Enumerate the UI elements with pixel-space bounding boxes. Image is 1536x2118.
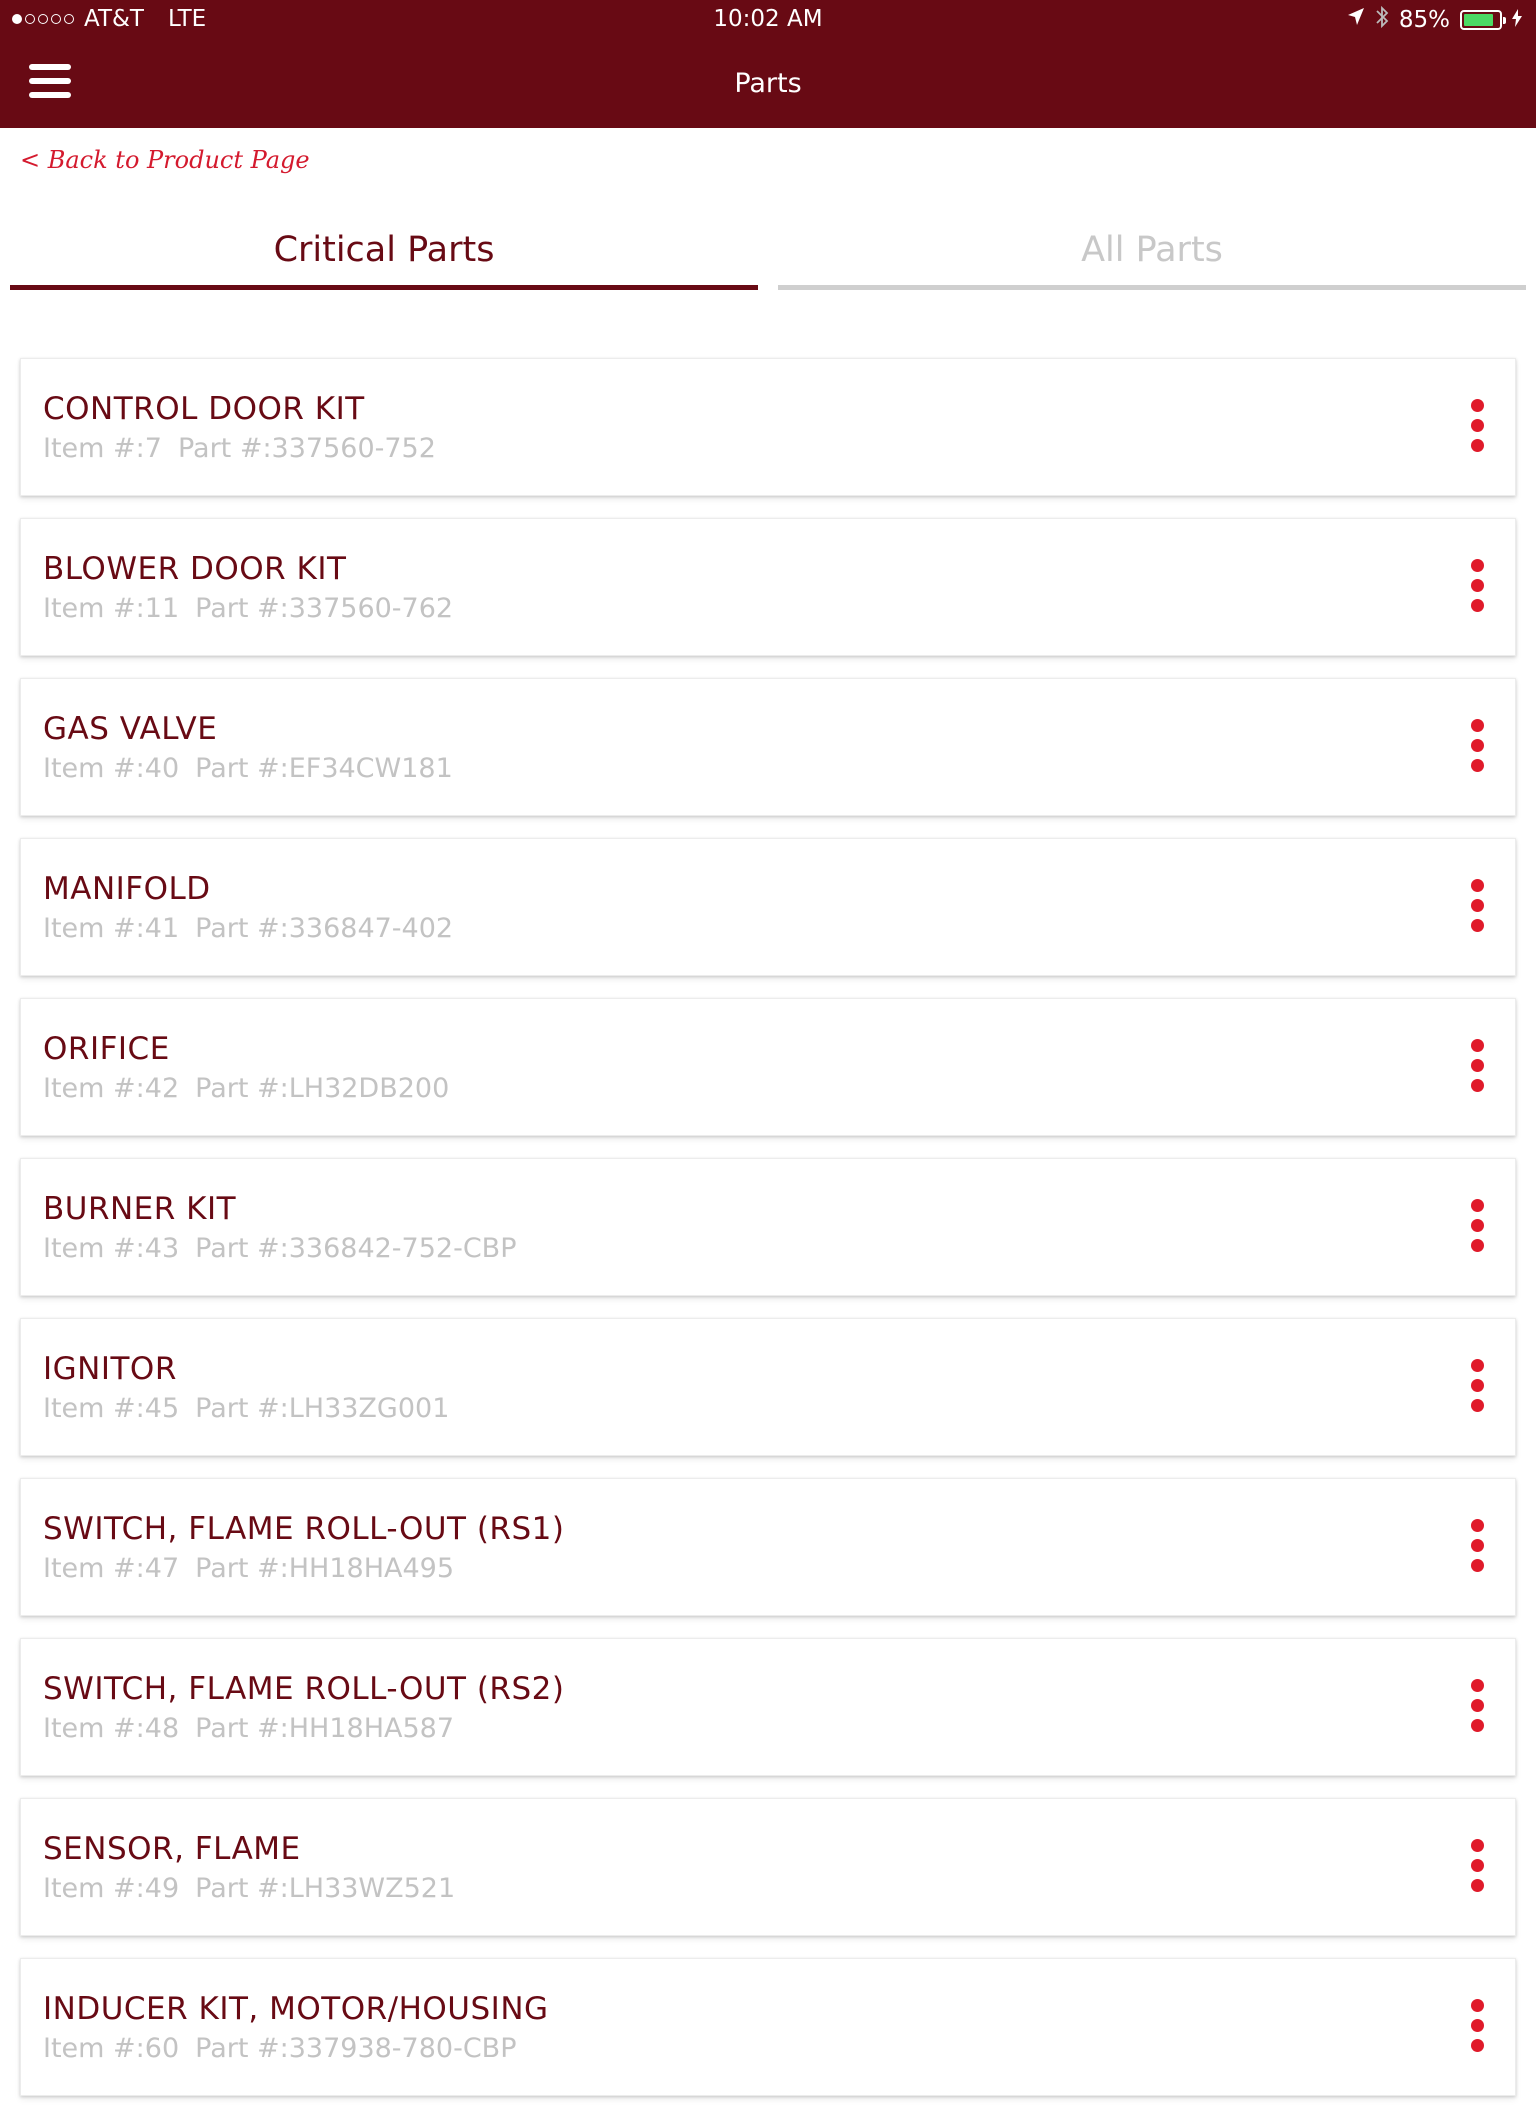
bluetooth-icon bbox=[1375, 5, 1389, 35]
part-name: BLOWER DOOR KIT bbox=[43, 551, 347, 587]
lightning-bolt-icon bbox=[1512, 7, 1522, 33]
list-item[interactable] bbox=[20, 518, 1516, 656]
part-number: Part #:LH32DB200 bbox=[195, 1073, 450, 1104]
tab-underline bbox=[778, 285, 1526, 290]
part-name: INDUCER KIT, MOTOR/HOUSING bbox=[43, 1991, 549, 2027]
vertical-ellipsis-icon[interactable] bbox=[1465, 1519, 1489, 1581]
part-meta bbox=[43, 753, 453, 784]
part-name: CONTROL DOOR KIT bbox=[43, 391, 365, 427]
tab-label: All Parts bbox=[1081, 230, 1223, 270]
vertical-ellipsis-icon[interactable] bbox=[1465, 1199, 1489, 1261]
part-meta bbox=[43, 1873, 455, 1904]
parts-list bbox=[20, 358, 1516, 2118]
status-time: 10:02 AM bbox=[713, 6, 823, 32]
part-number: Part #:EF34CW181 bbox=[195, 753, 453, 784]
item-number: Item #:11 bbox=[43, 593, 180, 624]
list-item[interactable] bbox=[20, 998, 1516, 1136]
list-item[interactable] bbox=[20, 1798, 1516, 1936]
vertical-ellipsis-icon[interactable] bbox=[1465, 559, 1489, 621]
item-number: Item #:45 bbox=[43, 1393, 180, 1424]
tab-underline bbox=[10, 285, 758, 290]
part-name: SWITCH, FLAME ROLL-OUT (RS2) bbox=[43, 1671, 565, 1707]
battery-percent: 85% bbox=[1398, 7, 1450, 33]
part-name: ORIFICE bbox=[43, 1031, 170, 1067]
network-label: LTE bbox=[167, 6, 207, 32]
list-item[interactable] bbox=[20, 358, 1516, 496]
nav-bar bbox=[0, 40, 1536, 128]
list-item[interactable] bbox=[20, 1318, 1516, 1456]
part-meta bbox=[43, 1393, 449, 1424]
part-number: Part #:337560-762 bbox=[195, 593, 454, 624]
part-number: Part #:HH18HA587 bbox=[195, 1713, 454, 1744]
battery-icon bbox=[1460, 10, 1502, 30]
vertical-ellipsis-icon[interactable] bbox=[1465, 1839, 1489, 1901]
part-name: MANIFOLD bbox=[43, 871, 211, 907]
part-number: Part #:337938-780-CBP bbox=[195, 2033, 517, 2064]
part-number: Part #:LH33ZG001 bbox=[195, 1393, 450, 1424]
part-meta bbox=[43, 2033, 516, 2064]
status-right bbox=[1347, 5, 1522, 35]
item-number: Item #:47 bbox=[43, 1553, 180, 1584]
list-item[interactable] bbox=[20, 838, 1516, 976]
part-meta bbox=[43, 433, 436, 464]
item-number: Item #:42 bbox=[43, 1073, 180, 1104]
part-number: Part #:336847-402 bbox=[195, 913, 454, 944]
part-name: IGNITOR bbox=[43, 1351, 177, 1387]
vertical-ellipsis-icon[interactable] bbox=[1465, 879, 1489, 941]
part-meta bbox=[43, 1713, 454, 1744]
part-name: SWITCH, FLAME ROLL-OUT (RS1) bbox=[43, 1511, 565, 1547]
item-number: Item #:48 bbox=[43, 1713, 180, 1744]
carrier-label: AT&T bbox=[84, 6, 144, 32]
tab-critical-parts[interactable] bbox=[10, 226, 758, 290]
part-meta bbox=[43, 1073, 449, 1104]
part-name: SENSOR, FLAME bbox=[43, 1831, 301, 1867]
part-number: Part #:336842-752-CBP bbox=[195, 1233, 517, 1264]
part-name: BURNER KIT bbox=[43, 1191, 237, 1227]
item-number: Item #:41 bbox=[43, 913, 180, 944]
list-item[interactable] bbox=[20, 1958, 1516, 2096]
vertical-ellipsis-icon[interactable] bbox=[1465, 1999, 1489, 2061]
page-title: Parts bbox=[734, 68, 802, 99]
part-number: Part #:HH18HA495 bbox=[195, 1553, 454, 1584]
list-item[interactable] bbox=[20, 1158, 1516, 1296]
part-meta bbox=[43, 1233, 516, 1264]
list-item[interactable] bbox=[20, 1478, 1516, 1616]
item-number: Item #:60 bbox=[43, 2033, 180, 2064]
tab-all-parts[interactable] bbox=[778, 226, 1526, 290]
location-arrow-icon bbox=[1347, 7, 1365, 33]
list-item[interactable] bbox=[20, 1638, 1516, 1776]
vertical-ellipsis-icon[interactable] bbox=[1465, 1039, 1489, 1101]
list-item[interactable] bbox=[20, 678, 1516, 816]
tab-label: Critical Parts bbox=[273, 230, 495, 270]
back-to-product-link[interactable]: < Back to Product Page bbox=[20, 146, 310, 174]
vertical-ellipsis-icon[interactable] bbox=[1465, 719, 1489, 781]
part-name: GAS VALVE bbox=[43, 711, 218, 747]
part-meta bbox=[43, 593, 453, 624]
vertical-ellipsis-icon[interactable] bbox=[1465, 1679, 1489, 1741]
item-number: Item #:7 bbox=[43, 433, 162, 464]
part-meta bbox=[43, 1553, 454, 1584]
vertical-ellipsis-icon[interactable] bbox=[1465, 399, 1489, 461]
item-number: Item #:43 bbox=[43, 1233, 180, 1264]
part-number: Part #:337560-752 bbox=[177, 433, 436, 464]
item-number: Item #:40 bbox=[43, 753, 180, 784]
part-number: Part #:LH33WZ521 bbox=[195, 1873, 456, 1904]
part-meta bbox=[43, 913, 453, 944]
status-bar bbox=[0, 0, 1536, 40]
vertical-ellipsis-icon[interactable] bbox=[1465, 1359, 1489, 1421]
item-number: Item #:49 bbox=[43, 1873, 180, 1904]
